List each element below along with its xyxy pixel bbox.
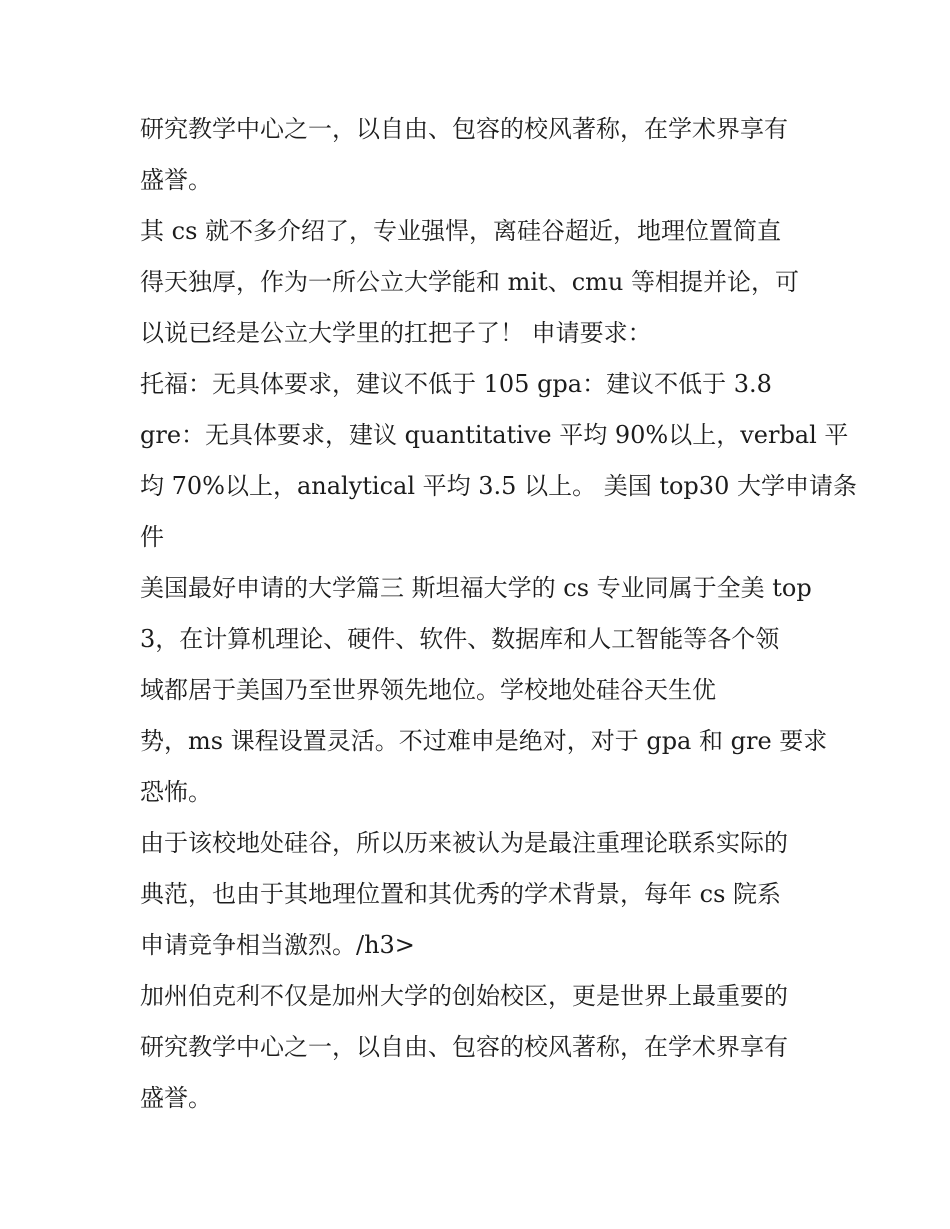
text-line: gre：无具体要求，建议 quantitative 平均 90%以上，verbal 平 [140, 421, 849, 449]
text-line: 以说已经是公立大学里的扛把子了！ 申请要求： [140, 319, 652, 347]
document-body [140, 104, 857, 1124]
text-line: 加州伯克利不仅是加州大学的创始校区，更是世界上最重要的 [140, 982, 788, 1010]
text-line: 域都居于美国乃至世界领先地位。学校地处硅谷天生优 [140, 676, 716, 704]
text-line: 其 cs 就不多介绍了，专业强悍，离硅谷超近，地理位置简直 [140, 217, 782, 245]
text-line: 得天独厚，作为一所公立大学能和 mit、cmu 等相提并论，可 [140, 268, 799, 296]
text-line: 均 70%以上，analytical 平均 3.5 以上。 美国 top30 大学申请条 [140, 472, 857, 500]
text-line: 势，ms 课程设置灵活。不过难申是绝对，对于 gpa 和 gre 要求 [140, 727, 828, 755]
text-line: 盛誉。 [140, 1084, 212, 1112]
text-line: 典范，也由于其地理位置和其优秀的学术背景，每年 cs 院系 [140, 880, 782, 908]
text-line: 申请竞争相当激烈。/h3> [140, 931, 415, 959]
text-line: 件 [140, 523, 164, 551]
text-line: 托福：无具体要求，建议不低于 105 gpa：建议不低于 3.8 [140, 370, 772, 398]
text-line: 研究教学中心之一，以自由、包容的校风著称，在学术界享有 [140, 115, 788, 143]
text-line: 3，在计算机理论、硬件、软件、数据库和人工智能等各个领 [140, 625, 780, 653]
text-line: 研究教学中心之一，以自由、包容的校风著称，在学术界享有 [140, 1033, 788, 1061]
text-line: 恐怖。 [140, 778, 212, 806]
text-line: 美国最好申请的大学篇三 斯坦福大学的 cs 专业同属于全美 top [140, 574, 812, 602]
text-line: 由于该校地处硅谷，所以历来被认为是最注重理论联系实际的 [140, 829, 788, 857]
text-line: 盛誉。 [140, 166, 212, 194]
